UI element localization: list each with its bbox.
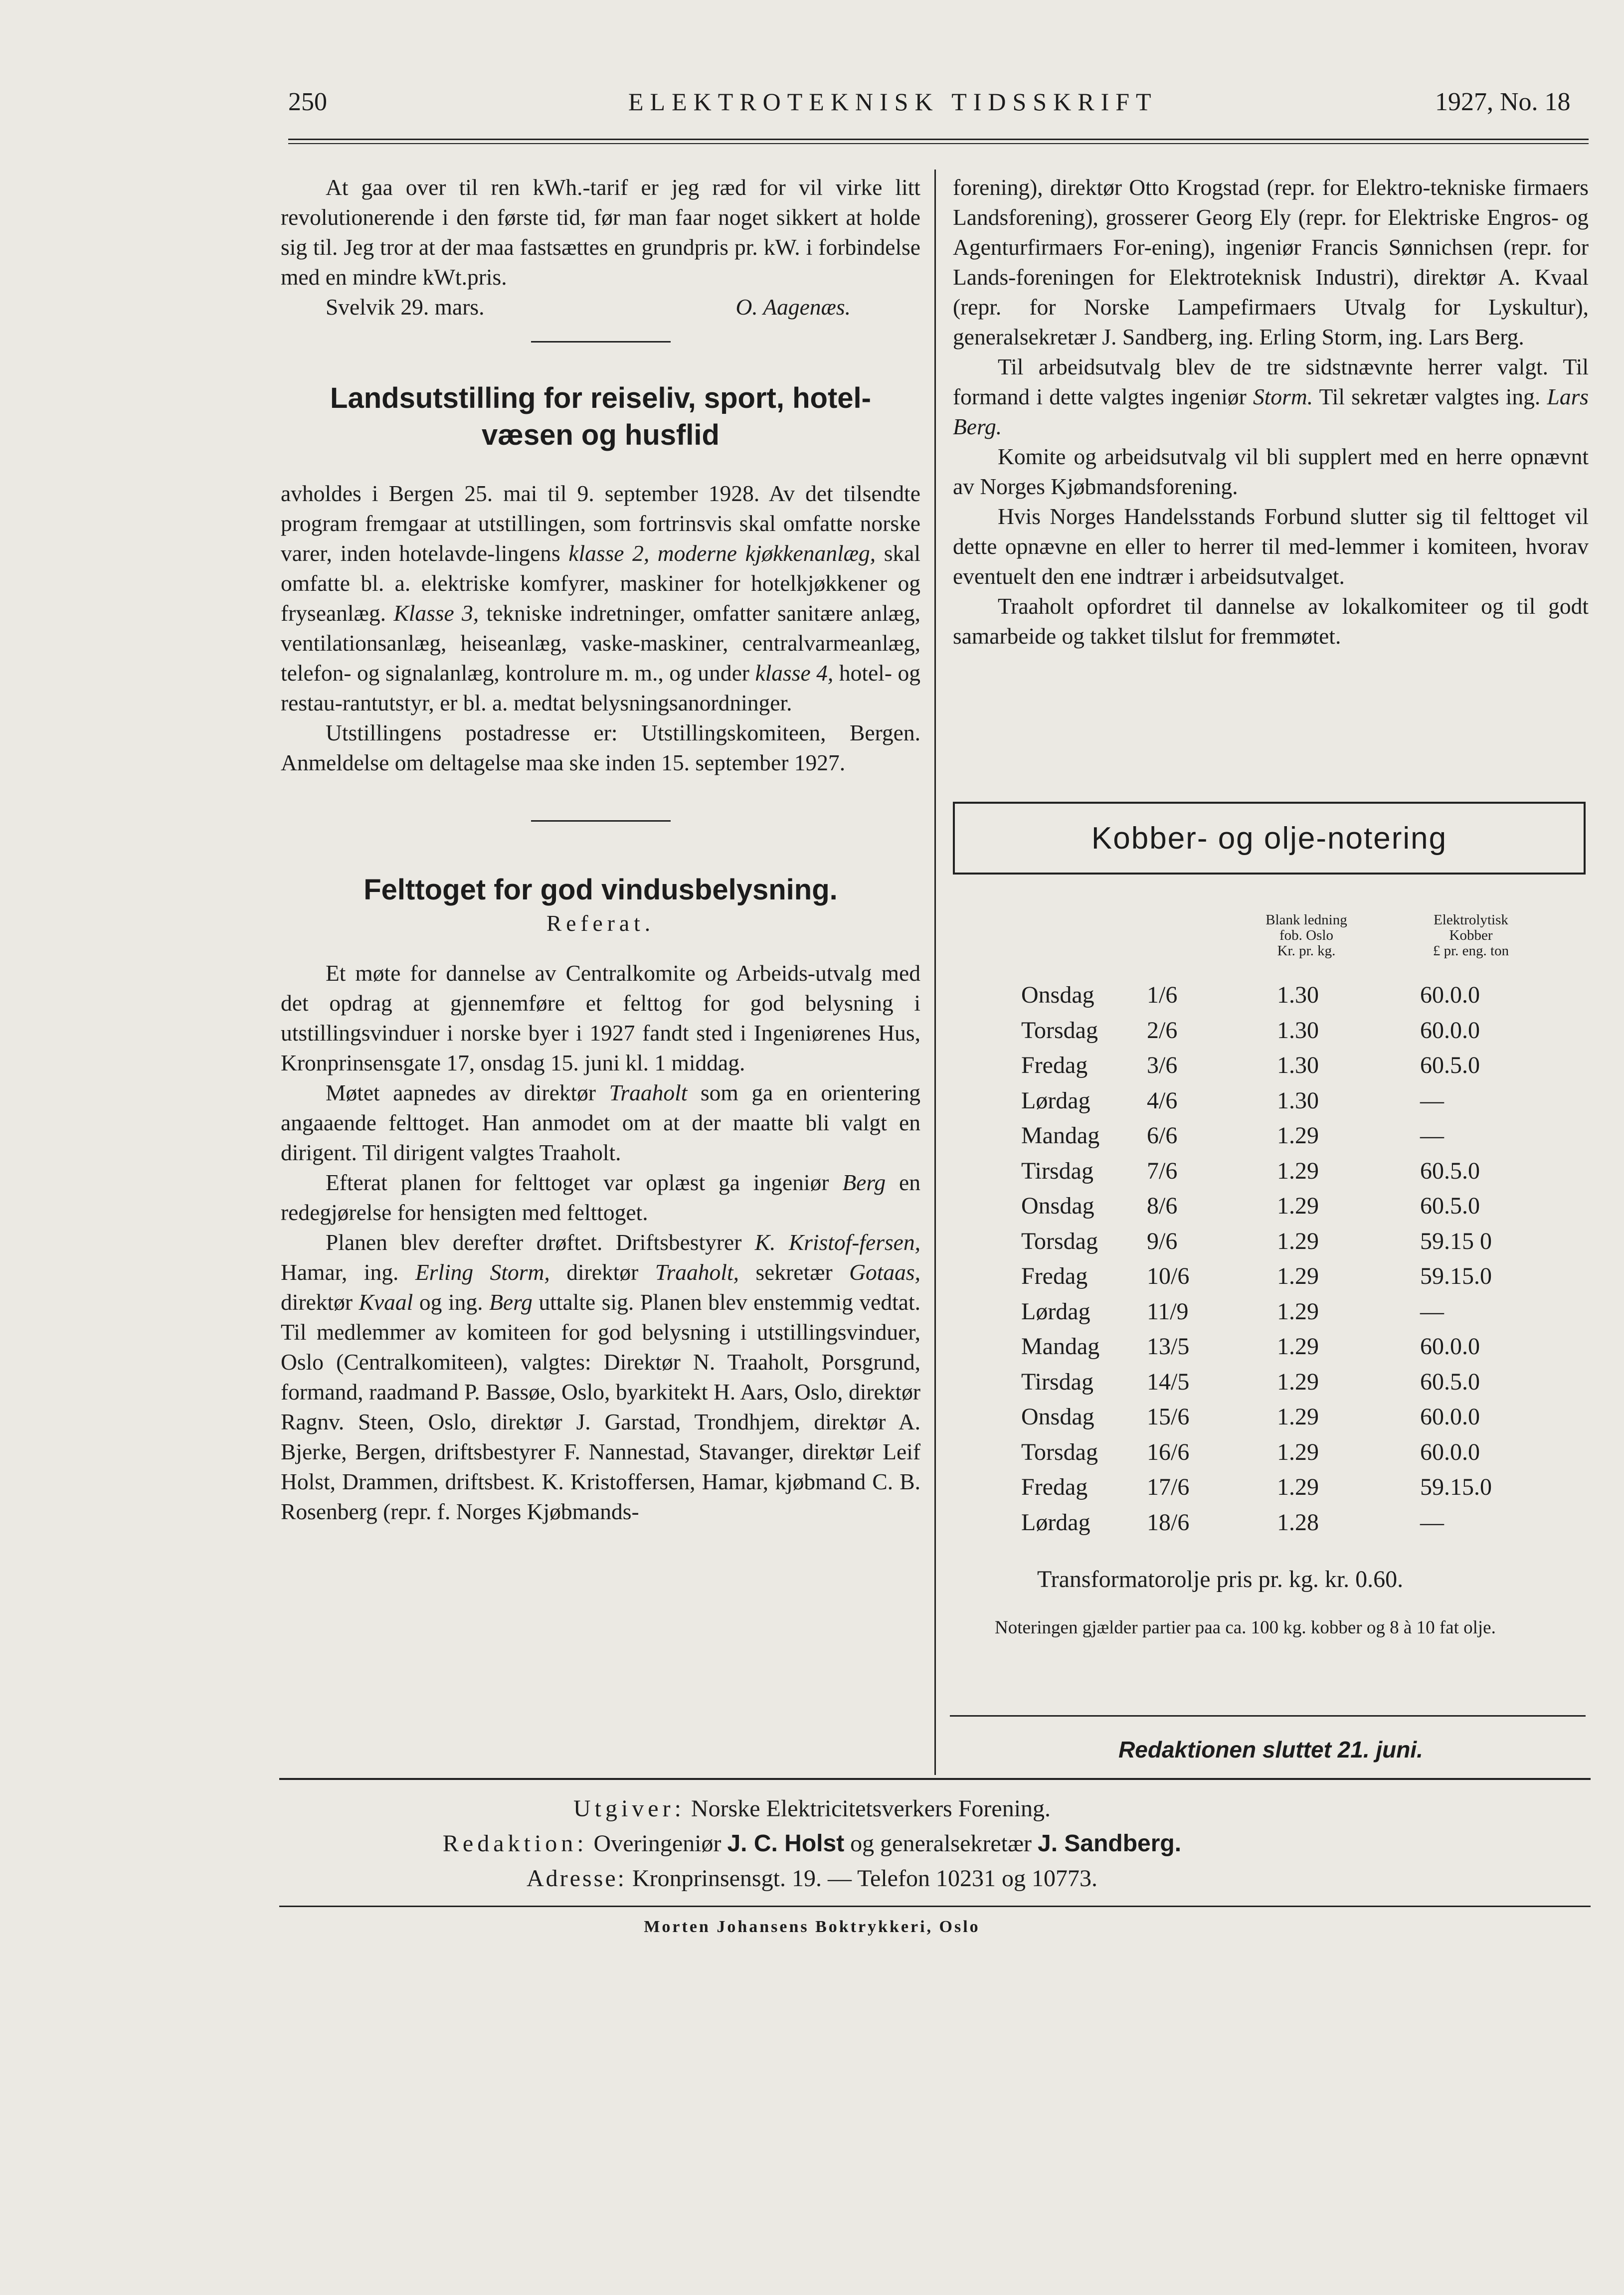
blank-ledning-cell: 1.29 [1277,1298,1319,1325]
elektrolytisk-cell: — [1420,1298,1444,1325]
day-cell: Torsdag [1021,1017,1098,1044]
right-paragraph-1: forening), direktør Otto Krogstad (repr. for Elektro-tekniske firmaers Landsforening), grosserer Georg Ely (repr. for Elektriske Engros- og Agenturfirmaers For-ening), ingeniør Francis Sønnichsen (repr. for Lands-foreningen for Elektroteknisk Industri), direktør A. Kvaal (repr. for Norske Lampefirmaers Utvalg for Lyskultur), generalsekretær J. Sandberg, ing. Erling Storm, ing. Lars Berg. [953,175,1589,350]
blank-ledning-cell: 1.30 [1277,982,1319,1008]
date-cell: 15/6 [1147,1404,1190,1430]
column-header-blank-ledning: Blank ledning fob. Oslo Kr. pr. kg. [1265,912,1347,959]
table-note: Noteringen gjælder partier paa ca. 100 kg. kobber og 8 à 10 fat olje. [995,1617,1496,1638]
day-cell: Lørdag [1021,1298,1090,1325]
blank-ledning-cell: 1.29 [1277,1122,1319,1149]
date-cell: 3/6 [1147,1052,1178,1078]
closing-rule [950,1715,1586,1717]
right-paragraph-5: Traaholt opfordret til dannelse av lokalkomiteer og til godt samarbeide og takket tilslut for fremmøtet. [953,593,1589,649]
day-cell: Mandag [1021,1333,1100,1360]
elektrolytisk-cell: — [1420,1509,1444,1536]
date-cell: 10/6 [1147,1263,1190,1289]
felttoget-paragraph-3: Efterat planen for felttoget var oplæst ga ingeniør Berg en redegjørelse for hensigten med felttoget. [281,1170,920,1225]
day-cell: Fredag [1021,1474,1088,1500]
elektrolytisk-cell: — [1420,1122,1444,1149]
elektrolytisk-cell: 59.15.0 [1420,1263,1492,1289]
footer-rule-top [279,1778,1591,1780]
header-rule-thin [288,143,1589,144]
signature-place: Svelvik 29. mars. [326,294,485,320]
blank-ledning-cell: 1.29 [1277,1369,1319,1395]
date-cell: 13/5 [1147,1333,1190,1360]
right-paragraph-4: Hvis Norges Handelsstands Forbund slutter sig til felttoget vil dette opnævne en eller to herrer til med-lemmer i komiteen, hvorav eventuelt den ene indtrær i arbeidsutvalget. [953,504,1589,589]
blank-ledning-cell: 1.29 [1277,1439,1319,1465]
day-cell: Onsdag [1021,982,1094,1008]
article-subheading-referat: Referat. [546,910,655,936]
elektrolytisk-cell: 60.5.0 [1420,1052,1480,1078]
date-cell: 6/6 [1147,1122,1178,1149]
landsutstilling-paragraph-2: Utstillingens postadresse er: Utstillingskomiteen, Bergen. Anmeldelse om deltagelse maa ske inden 15. september 1927. [281,720,920,775]
elektrolytisk-cell: 60.0.0 [1420,982,1480,1008]
elektrolytisk-cell: 59.15.0 [1420,1474,1492,1500]
day-cell: Fredag [1021,1263,1088,1289]
blank-ledning-cell: 1.29 [1277,1158,1319,1184]
date-cell: 14/5 [1147,1369,1190,1395]
header-rule [288,139,1589,140]
blank-ledning-cell: 1.29 [1277,1333,1319,1360]
blank-ledning-cell: 1.28 [1277,1509,1319,1536]
elektrolytisk-cell: 60.0.0 [1420,1404,1480,1430]
elektrolytisk-cell: — [1420,1087,1444,1114]
footer-address: Adresse: Kronprinsensgt. 19. — Telefon 10231 og 10773. [527,1865,1097,1892]
blank-ledning-cell: 1.29 [1277,1404,1319,1430]
journal-title: ELEKTROTEKNISK TIDSSKRIFT [628,88,1158,116]
blank-ledning-cell: 1.29 [1277,1228,1319,1254]
column-divider [934,170,936,1775]
elektrolytisk-cell: 60.0.0 [1420,1333,1480,1360]
blank-ledning-cell: 1.29 [1277,1193,1319,1219]
article-heading-felttoget: Felttoget for god vindusbelysning. [363,874,838,906]
signature-name: O. Aagenæs. [735,294,851,320]
blank-ledning-cell: 1.30 [1277,1017,1319,1044]
landsutstilling-paragraph-1: avholdes i Bergen 25. mai til 9. september 1928. Av det tilsendte program fremgaar at utstillingen, som fortrinsvis skal omfatte norske varer, inden hotelavde-lingens klasse 2, moderne kjøkkenanlæg, skal omfatte bl. a. elektriske komfyrer, maskiner for hotelkjøkkener og fryseanlæg. Klasse 3, tekniske indretninger, omfatter sanitære anlæg, ventilationsanlæg, heiseanlæg, vaske-maskiner, centralvarmeanlæg, telefon- og signalanlæg, kontrolure m. m., og under klasse 4, hotel- og restau-rantutstyr, er bl. a. medtat belysningsanordninger. [281,481,921,715]
left-column [281,173,920,1527]
table-title: Kobber- og olje-notering [1091,821,1447,856]
day-cell: Torsdag [1021,1228,1098,1254]
day-cell: Fredag [1021,1052,1088,1078]
blank-ledning-cell: 1.30 [1277,1087,1319,1114]
day-cell: Onsdag [1021,1404,1094,1430]
printer-imprint: Morten Johansens Boktrykkeri, Oslo [644,1918,980,1936]
elektrolytisk-cell: 60.5.0 [1420,1158,1480,1184]
right-paragraph-3: Komite og arbeidsutvalg vil bli supplert med en herre opnævnt av Norges Kjøbmandsforening. [953,444,1589,499]
day-cell: Torsdag [1021,1439,1098,1465]
felttoget-paragraph-2: Møtet aapnedes av direktør Traaholt som ga en orientering angaaende felttoget. Han anmodet om at der maatte bli valgt en dirigent. Til dirigent valgtes Traaholt. [281,1080,920,1165]
blank-ledning-cell: 1.29 [1277,1263,1319,1289]
date-cell: 1/6 [1147,982,1178,1008]
date-cell: 16/6 [1147,1439,1190,1465]
date-cell: 18/6 [1147,1509,1190,1536]
date-cell: 11/9 [1147,1298,1189,1325]
date-cell: 4/6 [1147,1087,1178,1114]
day-cell: Lørdag [1021,1509,1090,1536]
transformer-oil-price: Transformatorolje pris pr. kg. kr. 0.60. [1037,1566,1404,1592]
intro-paragraph: At gaa over til ren kWh.-tarif er jeg ræd for vil virke litt revolutionerende i den første tid, før man faar noget sikkert at holde sig til. Jeg tror at der maa fastsættes en grundpris pr. kW. i forbindelse med en mindre kWt.pris. [281,175,920,290]
day-cell: Lørdag [1021,1087,1090,1114]
footer-publisher: Utgiver: Norske Elektricitetsverkers Forening. [573,1795,1051,1822]
date-cell: 17/6 [1147,1474,1190,1500]
date-cell: 7/6 [1147,1158,1178,1184]
page-number: 250 [288,88,327,116]
day-cell: Tirsdag [1021,1369,1093,1395]
felttoget-paragraph-1: Et møte for dannelse av Centralkomite og Arbeids-utvalg med det opdrag at gjennemføre et felttog for god belysning i utstillingsvinduer i norske byer i 1927 fandt sted i Ingeniørenes Hus, Kronprinsensgate 17, onsdag 15. juni kl. 1 middag. [281,960,920,1075]
elektrolytisk-cell: 60.5.0 [1420,1369,1480,1395]
blank-ledning-cell: 1.30 [1277,1052,1319,1078]
elektrolytisk-cell: 59.15 0 [1420,1228,1492,1254]
right-column [953,173,1589,651]
article-heading-landsutstilling: Landsutstilling for reiseliv, sport, hotel-væsen og husflid [330,382,871,451]
elektrolytisk-cell: 60.0.0 [1420,1017,1480,1044]
column-header-elektrolytisk: Elektrolytisk Kobber £ pr. eng. ton [1433,912,1509,959]
date-cell: 8/6 [1147,1193,1178,1219]
footer-rule-bottom [279,1906,1591,1907]
elektrolytisk-cell: 60.0.0 [1420,1439,1480,1465]
day-cell: Mandag [1021,1122,1100,1149]
blank-ledning-cell: 1.29 [1277,1474,1319,1500]
elektrolytisk-cell: 60.5.0 [1420,1193,1480,1219]
signature-line [281,292,920,322]
date-cell: 9/6 [1147,1228,1178,1254]
date-cell: 2/6 [1147,1017,1178,1044]
editorial-closing: Redaktionen sluttet 21. juni. [1118,1737,1423,1763]
footer-editors: Redaktion: Overingeniør J. C. Holst og generalsekretær J. Sandberg. [442,1830,1182,1857]
right-paragraph-2: Til arbeidsutvalg blev de tre sidstnævnte herrer valgt. Til formand i dette valgtes ingeniør Storm. Til sekretær valgtes ing. Lars Berg. [953,354,1589,439]
day-cell: Tirsdag [1021,1158,1093,1184]
day-cell: Onsdag [1021,1193,1094,1219]
issue-number: 1927, No. 18 [1435,88,1571,116]
felttoget-paragraph-4: Planen blev derefter drøftet. Driftsbestyrer K. Kristof-fersen, Hamar, ing. Erling Storm, direktør Traaholt, sekretær Gotaas, direktør Kvaal og ing. Berg uttalte sig. Planen blev enstemmig vedtat. Til medlemmer av komiteen for god belysning i utstillingsvinduer, Oslo (Centralkomiteen), valgtes: Direktør N. Traaholt, Porsgrund, formand, raadmand P. Bassøe, Oslo, byarkitekt H. Aars, Oslo, direktør Ragnv. Steen, Oslo, direktør J. Garstad, Trondhjem, direktør A. Bjerke, Bergen, driftsbestyrer F. Nannestad, Stavanger, direktør Leif Holst, Drammen, driftsbest. K. Kristoffersen, Hamar, kjøbmand C. B. Rosenberg (repr. f. Norges Kjøbmands- [281,1230,920,1524]
